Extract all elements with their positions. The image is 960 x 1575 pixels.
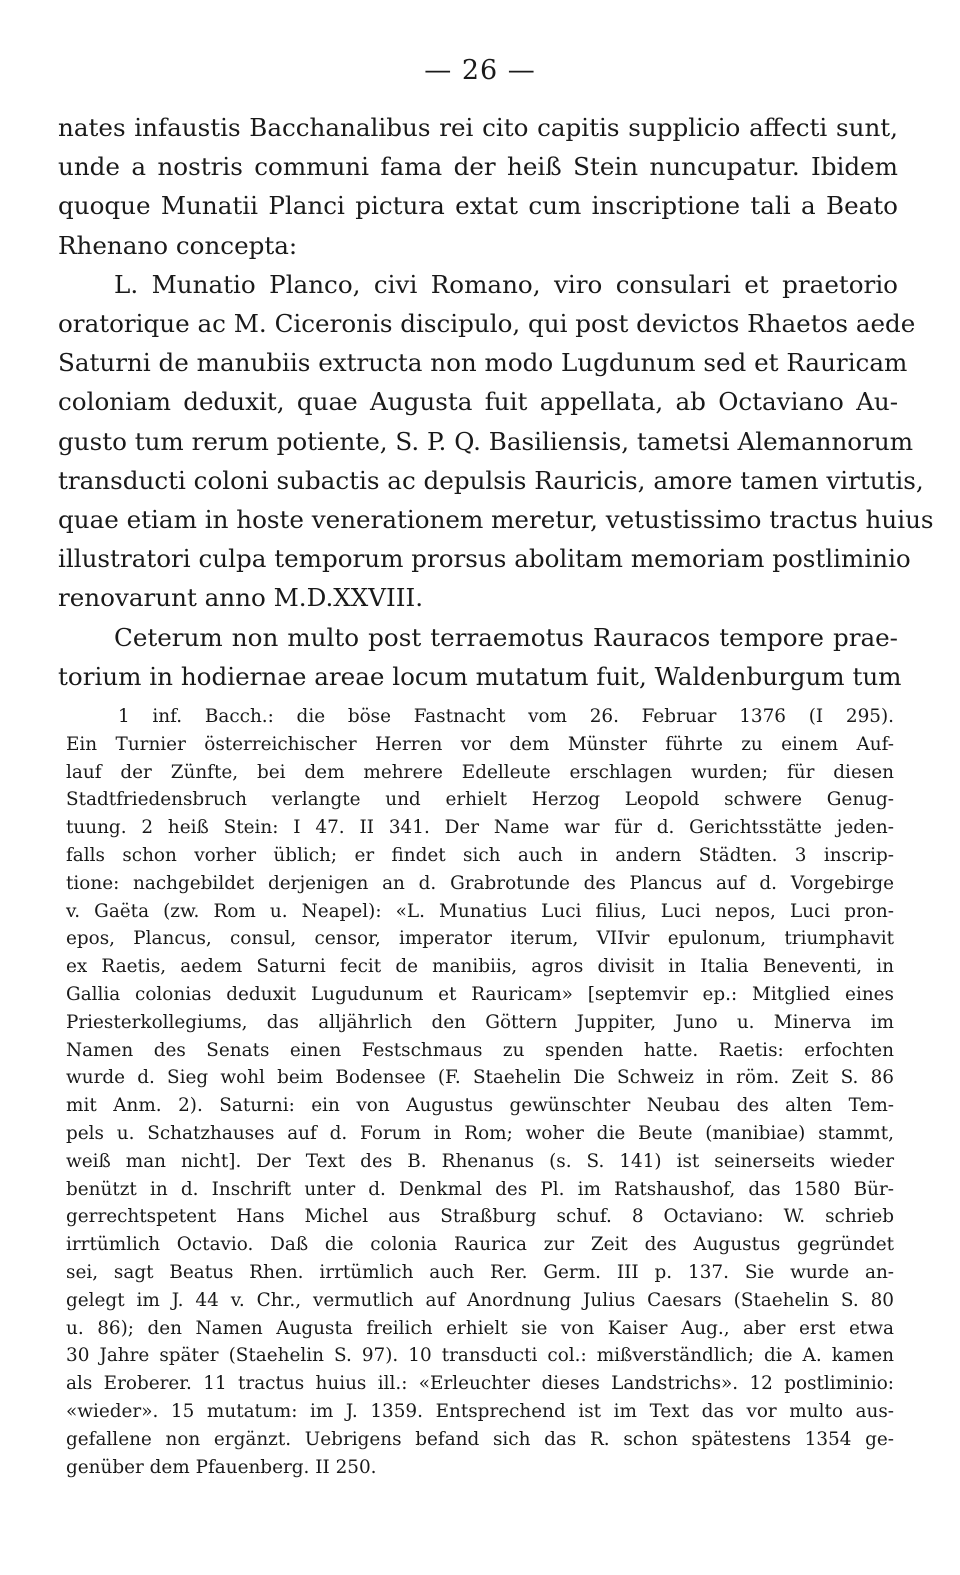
footnote-line: gefallene non ergänzt. Uebrigens befand sich das R. schon spätestens 1354 ge- (66, 1428, 894, 1450)
footnote-line: als Eroberer. 11 tractus huius ill.: «Erleuchter dieses Landstrichs». 12 postliminio: (66, 1373, 894, 1395)
footnote-line: genüber dem Pfauenberg. II 250. (66, 1456, 377, 1478)
inscription-text-line: renovarunt anno M.D.XXVIII. (58, 583, 424, 613)
footnote-line: Priesterkollegiums, das alljährlich den Göttern Juppiter, Juno u. Minerva im (66, 1011, 894, 1033)
footnote-line: gerrechtspetent Hans Michel aus Straßburg schuf. 8 Octaviano: W. schrieb (66, 1206, 894, 1228)
footnote-line: tione: nachgebildet derjenigen an d. Grabrotunde des Plancus auf d. Vorgebirge (66, 872, 894, 894)
footnote-line: tuung. 2 heiß Stein: I 47. II 341. Der Name war für d. Gerichtsstätte jeden- (66, 817, 894, 839)
footnote-line: mit Anm. 2). Saturni: ein von Augustus gewünschter Neubau des alten Tem- (66, 1095, 894, 1117)
footnote-line: ex Raetis, aedem Saturni fecit de manibiis, agros divisit in Italia Beneventi, in (66, 956, 894, 978)
footnote-line: lauf der Zünfte, bei dem mehrere Edelleute erschlagen wurden; für diesen (66, 761, 894, 783)
footnote-line: «wieder». 15 mutatum: im J. 1359. Entsprechend ist im Text das vor multo aus- (66, 1400, 894, 1422)
footnote-line: benützt in d. Inschrift unter d. Denkmal des Pl. im Ratshaushof, das 1580 Bür- (66, 1178, 894, 1200)
inscription-text-line: gusto tum rerum potiente, S. P. Q. Basiliensis, tametsi Alemannorum (58, 426, 914, 456)
footnote-line: falls schon vorher üblich; er findet sich auch in andern Städten. 3 inscrip- (66, 844, 894, 866)
inscription-text-line: quae etiam in hoste venerationem meretur, vetustissimo tractus huius (58, 505, 934, 535)
main-text-line: Rhenano concepta: (58, 230, 298, 260)
footnote-line: epos, Plancus, consul, censor, imperator iterum, VIIvir epulonum, triumphavit (66, 928, 894, 950)
main-text-line: torium in hodiernae areae locum mutatum fuit, Waldenburgum tum (58, 661, 902, 691)
inscription-text-line: illustratori culpa temporum prorsus abolitam memoriam postliminio (58, 544, 911, 574)
inscription-text-line: L. Munatio Planco, civi Romano, viro consulari et praetorio (114, 269, 898, 299)
footnote-line: u. 86); den Namen Augusta freilich erhielt sie von Kaiser Aug., aber erst etwa (66, 1317, 894, 1339)
inscription-text-line: coloniam deduxit, quae Augusta fuit appellata, ab Octaviano Au- (58, 387, 898, 417)
footnote-line: wurde d. Sieg wohl beim Bodensee (F. Staehelin Die Schweiz in röm. Zeit S. 86 (66, 1067, 894, 1089)
footnote-line: Stadtfriedensbruch verlangte und erhielt Herzog Leopold schwere Genug- (66, 789, 894, 811)
footnote-line: 30 Jahre später (Staehelin S. 97). 10 transducti col.: mißverständlich; die A. kamen (66, 1345, 894, 1367)
footnote-line: Gallia colonias deduxit Lugudunum et Rauricam» [septemvir ep.: Mitglied eines (66, 983, 894, 1005)
main-text-line: quoque Munatii Planci pictura extat cum inscriptione tali a Beato (58, 191, 898, 221)
footnote-line: weiß man nicht]. Der Text des B. Rhenanus (s. S. 141) ist seinerseits wieder (66, 1150, 894, 1172)
footnote-line: sei, sagt Beatus Rhen. irrtümlich auch Rer. Germ. III p. 137. Sie wurde an- (66, 1261, 894, 1283)
footnotes (66, 703, 894, 1481)
footnote-line: gelegt im J. 44 v. Chr., vermutlich auf Anordnung Julius Caesars (Staehelin S. 80 (66, 1289, 894, 1311)
footnote-line: irrtümlich Octavio. Daß die colonia Raurica zur Zeit des Augustus gegründet (66, 1234, 894, 1256)
inscription-text-line: transducti coloni subactis ac depulsis Rauricis, amore tamen virtutis, (58, 465, 924, 495)
footnote-line: Namen des Senats einen Festschmaus zu spenden hatte. Raetis: erfochten (66, 1039, 894, 1061)
footnote-line: pels u. Schatzhauses auf d. Forum in Rom; woher die Beute (manibiae) stammt, (66, 1122, 894, 1144)
inscription-text-line: Saturni de manubiis extructa non modo Lugdunum sed et Rauricam (58, 348, 908, 378)
main-text-line: unde a nostris communi fama der heiß Stein nuncupatur. Ibidem (58, 152, 898, 182)
footnote-line: v. Gaëta (zw. Rom u. Neapel): «L. Munatius Luci filius, Luci nepos, Luci pron- (66, 900, 894, 922)
page-number: — 26 — (424, 55, 536, 86)
main-text (58, 108, 934, 696)
main-text-line: Ceterum non multo post terraemotus Rauracos tempore prae- (114, 622, 898, 652)
footnote-line: Ein Turnier österreichischer Herren vor dem Münster führte zu einem Auf- (66, 733, 894, 755)
footnote-line: 1 inf. Bacch.: die böse Fastnacht vom 26. Februar 1376 (I 295). (118, 706, 894, 727)
main-text-line: nates infaustis Bacchanalibus rei cito capitis supplicio affecti sunt, (58, 113, 898, 142)
inscription-text-line: oratorique ac M. Ciceronis discipulo, qui post devictos Rhaetos aede (58, 309, 916, 339)
